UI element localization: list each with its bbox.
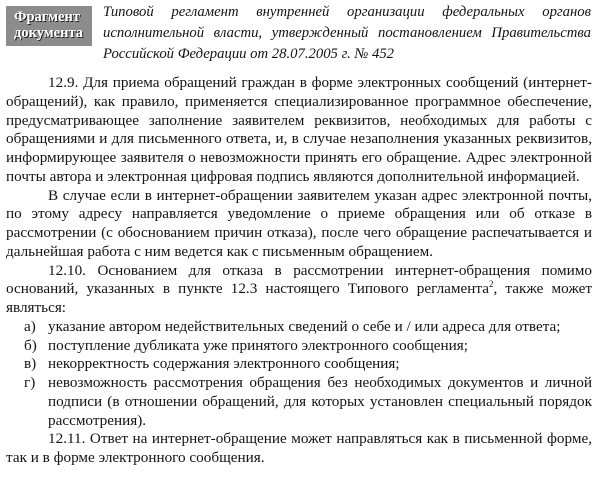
list-item-text: указание автором недействительных сведений о себе и / или адреса для ответа; xyxy=(48,317,561,335)
paragraph-12-10-text: 12.10. Основанием для отказа в рассмотрении интернет-обращения помимо оснований, указанных в пункте 12.3 настоящего Типового регламента xyxy=(6,261,592,298)
paragraph-email-notice: В случае если в интернет-обращении заявителем указан адрес электронной почты, по этому адресу направляется уведомление о приеме обращения или об отказе в рассмотрении (с обоснованием причин отказа), после чего обращение распечатывается и дальнейшая работа с ним ведется как с письменным обращением. xyxy=(6,186,592,260)
list-item xyxy=(6,355,592,374)
list-marker: в) xyxy=(24,355,37,373)
document-fragment-label xyxy=(6,6,92,46)
list-item xyxy=(6,337,592,356)
refusal-grounds-list xyxy=(6,318,592,431)
list-marker: г) xyxy=(24,374,36,391)
paragraph-12-10-tail: , также может являться: xyxy=(6,280,592,316)
list-marker: а) xyxy=(24,317,36,335)
source-title: Типовой регламент внутренней организации федеральных органов исполнительной власти, утвержденный постановлением Правительства Российской Федерации от 28.07.2005 г. № 452 xyxy=(103,4,591,62)
paragraph-12-9: 12.9. Для приема обращений граждан в форме электронных сообщений (интернет-обращений), как правило, применяется специализированное программное обеспечение, предусматривающее заполнение заявителем реквизитов, необходимых для работы с обращениями и для письменного ответа, и, в случае незаполнения указанных реквизитов, информирующее заявителя о невозможности принять его обращение. Адрес электронной почты автора и электронная цифровая подпись являются дополнительной информацией. xyxy=(6,74,592,185)
label-line-1: Фрагмент xyxy=(14,9,80,25)
list-item-text: поступление дубликата уже принятого электронного сообщения; xyxy=(48,336,468,354)
list-item-text: некорректность содержания электронного сообщения; xyxy=(48,355,400,373)
footnote-marker: 2 xyxy=(488,279,494,290)
label-line-2: документа xyxy=(14,25,84,41)
list-item xyxy=(6,374,592,430)
paragraph-12-11: 12.11. Ответ на интернет-обращение может направляться как в письменной форме, так и в форме электронного сообщения. xyxy=(6,430,592,466)
list-item-text: невозможность рассмотрения обращения без необходимых документов и личной подписи (в отношении обращений, для которых установлен специальный порядок рассмотрения). xyxy=(48,374,592,429)
document-body xyxy=(6,74,592,468)
list-marker: б) xyxy=(24,336,37,354)
paragraph-12-10 xyxy=(6,262,592,318)
list-item xyxy=(6,318,592,337)
